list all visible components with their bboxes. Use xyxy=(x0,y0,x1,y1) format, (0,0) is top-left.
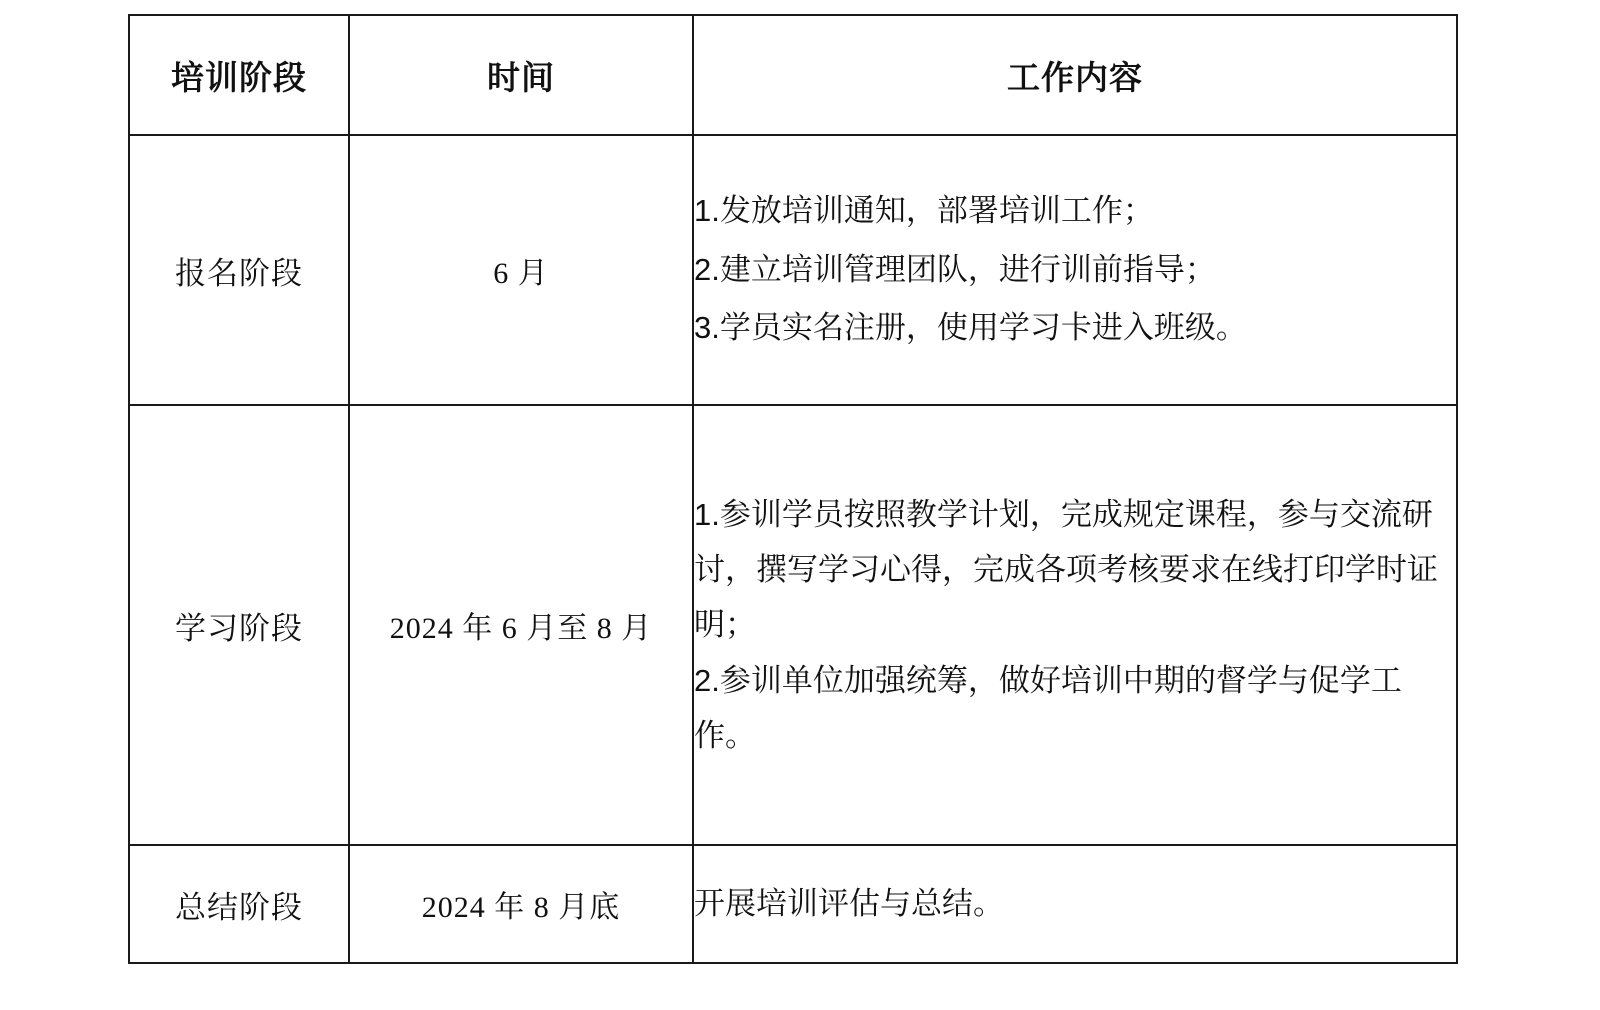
cell-content-study xyxy=(693,405,1457,845)
cell-time-summary: 2024 年 8 月底 xyxy=(349,845,693,963)
table-row xyxy=(129,135,1457,405)
header-content: 工作内容 xyxy=(693,15,1457,135)
cell-time-study: 2024 年 6 月至 8 月 xyxy=(349,405,693,845)
schedule-table-wrapper xyxy=(128,14,1456,964)
cell-content-signup xyxy=(693,135,1457,405)
cell-stage-signup: 报名阶段 xyxy=(129,135,349,405)
table-header-row xyxy=(129,15,1457,135)
header-time: 时间 xyxy=(349,15,693,135)
table-row xyxy=(129,405,1457,845)
training-schedule-table xyxy=(128,14,1458,964)
table-row xyxy=(129,845,1457,963)
header-stage: 培训阶段 xyxy=(129,15,349,135)
content-line: 2.参训单位加强统筹，做好培训中期的督学与促学工作。 xyxy=(694,662,1402,753)
content-line: 1.发放培训通知，部署培训工作； xyxy=(694,192,1154,228)
cell-content-summary xyxy=(693,845,1457,963)
cell-time-signup: 6 月 xyxy=(349,135,693,405)
cell-stage-study: 学习阶段 xyxy=(129,405,349,845)
cell-stage-summary: 总结阶段 xyxy=(129,845,349,963)
content-line: 3.学员实名注册，使用学习卡进入班级。 xyxy=(694,310,1247,346)
content-line: 2.建立培训管理团队，进行训前指导； xyxy=(694,251,1216,287)
content-line: 1.参训学员按照教学计划，完成规定课程，参与交流研讨，撰写学习心得，完成各项考核要求在线打印学时证明； xyxy=(694,497,1438,643)
content-line: 开展培训评估与总结。 xyxy=(694,886,1004,922)
